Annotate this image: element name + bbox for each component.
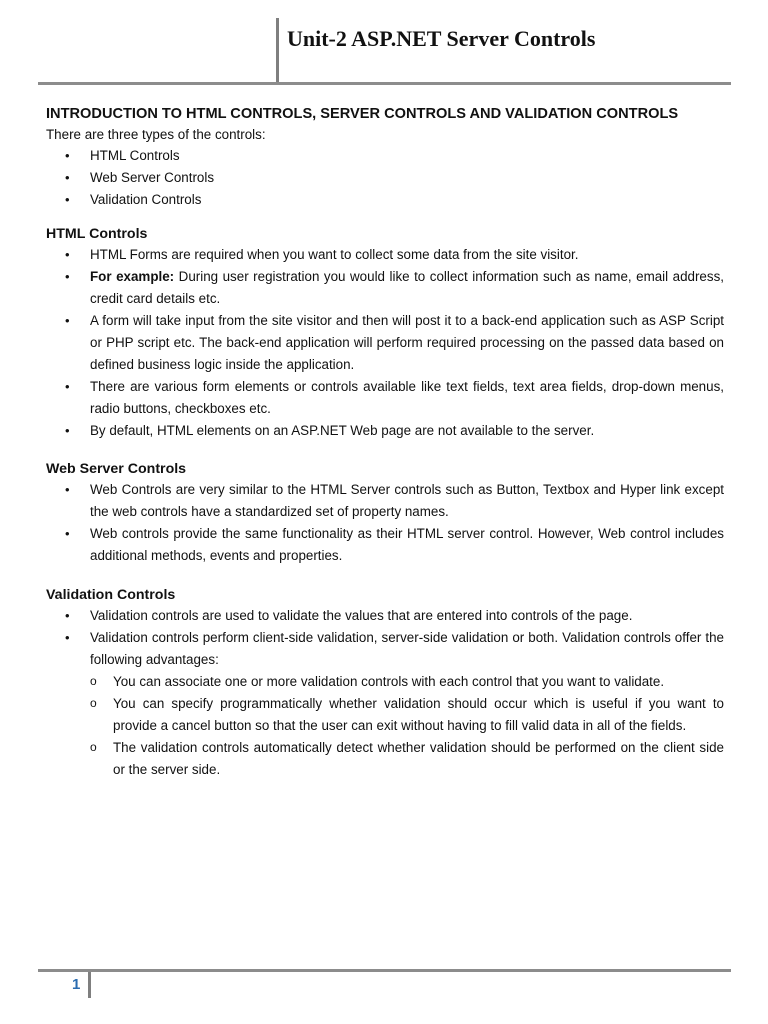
section-web-server-controls (46, 459, 724, 567)
list-item: o The validation controls automatically detect whether validation should be performed on the client side or the server side. (90, 737, 724, 781)
page-header-title: Unit-2 ASP.NET Server Controls (287, 26, 596, 51)
section-html-controls (46, 224, 724, 442)
list-item: • HTML Forms are required when you want to collect some data from the site visitor. (46, 244, 724, 266)
list-item: • A form will take input from the site visitor and then will post it to a back-end application such as ASP Script or PHP script etc. The back-end application will perform required processing on the passed data based on defined business logic inside the application. (46, 310, 724, 376)
section-heading: Web Server Controls (46, 461, 187, 477)
list-item: • By default, HTML elements on an ASP.NET Web page are not available to the server. (46, 420, 724, 442)
main-title: INTRODUCTION TO HTML CONTROLS, SERVER CONTROLS AND VALIDATION CONTROLS (46, 106, 679, 122)
list-item: • Web Server Controls (46, 167, 724, 189)
list-item: • HTML Controls (46, 145, 724, 167)
list-item: o You can specify programmatically whether validation should occur which is useful if you want to provide a cancel button so that the user can exit without having to fill valid data in all of the fields. (90, 693, 724, 737)
list-item (46, 266, 724, 310)
example-label: For example: (90, 269, 175, 284)
section-validation-controls (46, 585, 724, 781)
page-number: 1 (72, 976, 81, 993)
web-server-controls-list (46, 479, 724, 567)
list-item: • Validation controls are used to validate the values that are entered into controls of the page. (46, 605, 724, 627)
intro-list (46, 145, 724, 211)
header-divider-vertical (276, 18, 279, 82)
list-item: • Web Controls are very similar to the HTML Server controls such as Button, Textbox and Hyper link except the web controls have a standardized set of property names. (46, 479, 724, 523)
footer-rule (38, 969, 731, 972)
list-item: • There are various form elements or controls available like text fields, text area fields, drop-down menus, radio buttons, checkboxes etc. (46, 376, 724, 420)
section-heading: Validation Controls (46, 587, 176, 603)
list-item: o You can associate one or more validation controls with each control that you want to validate. (90, 671, 724, 693)
validation-controls-list (46, 605, 724, 671)
footer-divider-vertical (88, 972, 91, 998)
html-controls-list (46, 244, 724, 442)
header-rule (38, 82, 731, 85)
document-body (46, 104, 724, 781)
validation-advantages-list (90, 671, 724, 781)
example-text: During user registration you would like to collect information such as name, email address, credit card details etc. (90, 269, 724, 306)
list-item: • Validation Controls (46, 189, 724, 211)
section-heading: HTML Controls (46, 226, 148, 242)
list-item: • Validation controls perform client-side validation, server-side validation or both. Validation controls offer the following advantages: (46, 627, 724, 671)
list-item: • Web controls provide the same functionality as their HTML server control. However, Web control includes additional methods, events and properties. (46, 523, 724, 567)
intro-text: There are three types of the controls: (46, 127, 266, 142)
